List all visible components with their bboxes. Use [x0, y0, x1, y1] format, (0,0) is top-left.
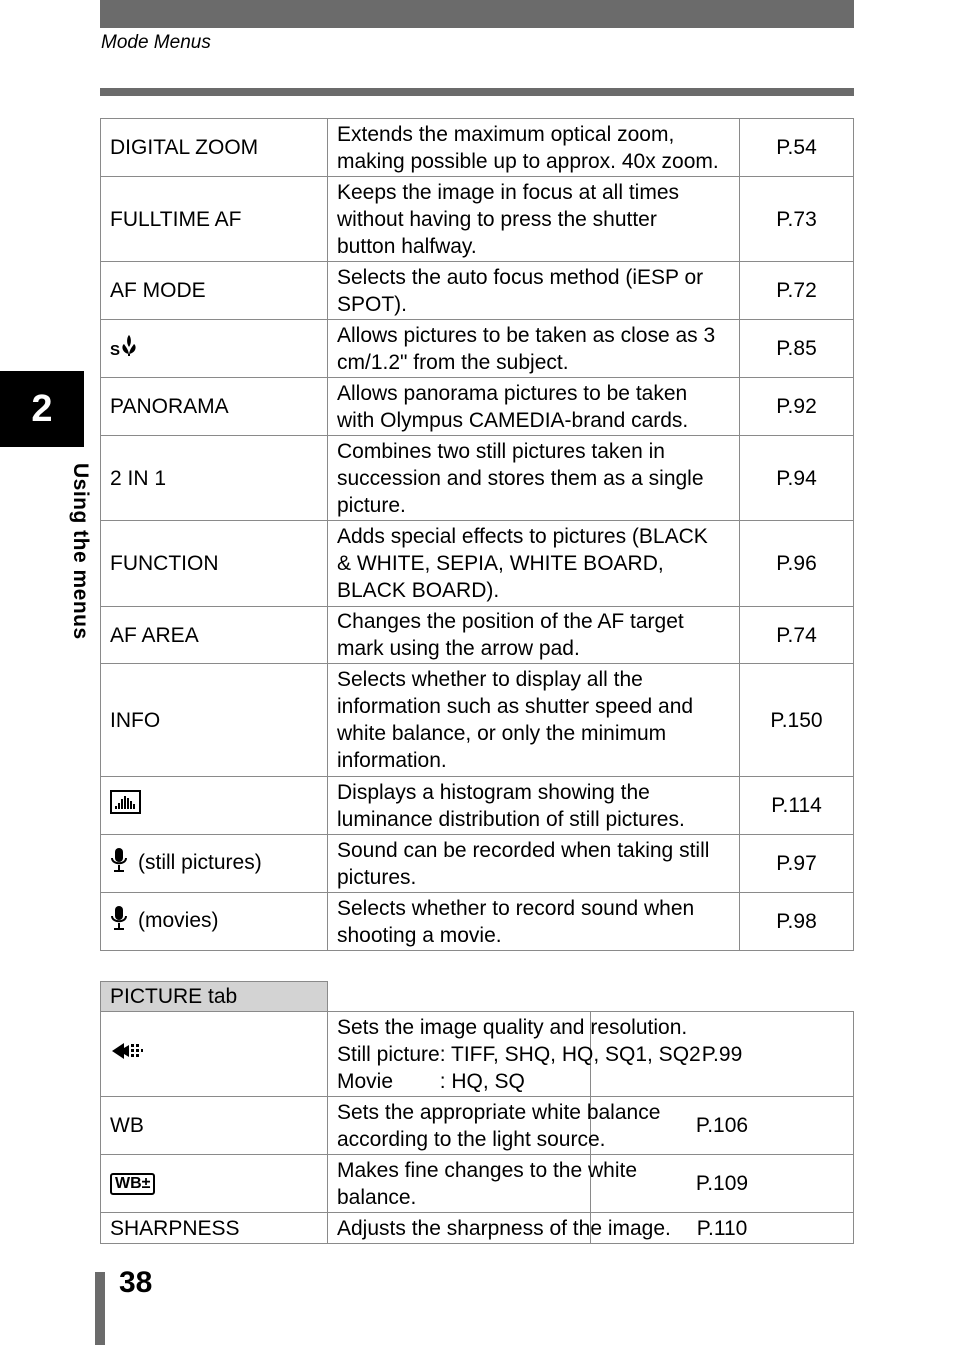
menu-item-description — [328, 893, 740, 951]
super-macro-icon — [110, 333, 140, 364]
menu-item-description — [328, 1097, 661, 1155]
menu-item-name — [101, 893, 328, 951]
menu-item-name — [101, 1012, 328, 1097]
description-line: Sets the image quality and resolution. — [337, 1015, 688, 1039]
description-line: information such as shutter speed and — [337, 695, 694, 718]
page-reference: P.74 — [740, 607, 854, 664]
description-line: button halfway. — [337, 234, 477, 258]
description-line: Selects whether to display all the — [337, 668, 643, 691]
menu-item-name — [101, 1097, 328, 1155]
menu-item-name — [101, 436, 328, 521]
page-reference: P.109 — [591, 1155, 854, 1213]
page-reference: P.106 — [591, 1097, 854, 1155]
menu-item-description — [328, 177, 740, 262]
description-line: shooting a movie. — [337, 923, 502, 947]
menu-item-label: (still pictures) — [138, 851, 262, 875]
description-line: with Olympus CAMEDIA-brand cards. — [337, 408, 689, 432]
menu-item-name — [101, 378, 328, 436]
description-line: Selects the auto focus method (iESP or — [337, 265, 704, 289]
wb-adjust-icon: WB± — [110, 1173, 155, 1195]
description-line: without having to press the shutter — [337, 207, 657, 231]
menu-item-description — [328, 436, 740, 521]
menu-row — [101, 1012, 854, 1097]
menu-row — [101, 177, 854, 262]
header-bar — [100, 0, 854, 28]
menu-item-description — [328, 1012, 701, 1097]
description-line: Displays a histogram showing the — [337, 780, 650, 804]
description-line: Sound can be recorded when taking still — [337, 838, 710, 862]
menu-item-description — [328, 521, 740, 607]
page-reference: P.110 — [591, 1213, 854, 1244]
image-quality-icon — [110, 1039, 144, 1070]
menu-row — [101, 893, 854, 951]
menu-item-label: 2 IN 1 — [110, 466, 167, 490]
description-line: mark using the arrow pad. — [337, 637, 580, 660]
menu-item-label: FULLTIME AF — [110, 207, 242, 231]
description-line: Keeps the image in focus at all times — [337, 180, 680, 204]
description-line: information. — [337, 749, 447, 772]
description-line: SPOT). — [337, 292, 408, 316]
section-title: Mode Menus — [101, 32, 211, 53]
menu-item-description — [328, 1213, 671, 1244]
menu-item-label: (movies) — [138, 909, 219, 933]
menu-row — [101, 1213, 854, 1244]
page-reference: P.72 — [740, 262, 854, 320]
menu-item-label: FUNCTION — [110, 552, 219, 575]
menu-item-label: AF MODE — [110, 279, 206, 302]
tab-header-row — [101, 982, 854, 1012]
menu-item-description — [328, 1155, 638, 1213]
description-line: Combines two still pictures taken in — [337, 439, 665, 463]
menu-item-description — [328, 119, 740, 177]
page-reference: P.97 — [740, 835, 854, 893]
description-line: making possible up to approx. 40x zoom. — [337, 149, 719, 173]
description-line: Still picture: TIFF, SHQ, HQ, SQ1, SQ2 — [337, 1042, 701, 1066]
menu-item-name — [101, 835, 328, 893]
page-reference: P.114 — [740, 777, 854, 835]
chapter-tab — [0, 371, 84, 447]
menu-item-name — [101, 777, 328, 835]
menu-item-name — [101, 320, 328, 378]
menu-row — [101, 262, 854, 320]
menu-item-name — [101, 1213, 328, 1244]
description-line: Adjusts the sharpness of the image. — [337, 1216, 671, 1240]
menu-row — [101, 607, 854, 664]
page-marker — [95, 1272, 105, 1345]
menu-item-name — [101, 521, 328, 607]
page-number: 38 — [119, 1266, 153, 1299]
description-line: Selects whether to record sound when — [337, 896, 695, 920]
page-reference: P.92 — [740, 378, 854, 436]
menu-item-name — [101, 119, 328, 177]
description-line: & WHITE, SEPIA, WHITE BOARD, — [337, 552, 664, 575]
menu-item-description — [328, 607, 740, 664]
page-reference: P.94 — [740, 436, 854, 521]
menu-row — [101, 320, 854, 378]
description-line: Adds special effects to pictures (BLACK — [337, 525, 708, 548]
menu-item-description — [328, 664, 740, 777]
menu-row — [101, 664, 854, 777]
menu-row — [101, 119, 854, 177]
description-line: Sets the appropriate white balance — [337, 1100, 661, 1124]
page-reference: P.73 — [740, 177, 854, 262]
microphone-icon — [110, 847, 128, 880]
menu-item-name — [101, 262, 328, 320]
description-line: picture. — [337, 493, 406, 517]
menu-item-label: SHARPNESS — [110, 1216, 240, 1240]
menu-row — [101, 1097, 854, 1155]
description-line: Allows panorama pictures to be taken — [337, 381, 688, 405]
menu-row — [101, 436, 854, 521]
menu-row — [101, 521, 854, 607]
description-line: cm/1.2" from the subject. — [337, 350, 569, 374]
description-line: succession and stores them as a single — [337, 466, 704, 490]
menu-item-description — [328, 835, 740, 893]
menu-item-name — [101, 1155, 328, 1213]
description-line: Movie : HQ, SQ — [337, 1069, 525, 1093]
menu-row — [101, 378, 854, 436]
menu-row — [101, 777, 854, 835]
description-line: Changes the position of the AF target — [337, 610, 684, 633]
page-reference: P.99 — [591, 1012, 854, 1097]
page-reference: P.150 — [740, 664, 854, 777]
page-reference: P.96 — [740, 521, 854, 607]
description-line: Makes fine changes to the white — [337, 1158, 638, 1182]
menu-item-description — [328, 378, 740, 436]
menu-item-name — [101, 664, 328, 777]
histogram-icon — [110, 790, 141, 821]
menu-item-name — [101, 177, 328, 262]
picture-tab-table — [100, 981, 854, 1244]
description-line: Extends the maximum optical zoom, — [337, 122, 675, 146]
menu-item-label: INFO — [110, 708, 161, 732]
menu-item-description — [328, 320, 740, 378]
menu-item-description — [328, 777, 740, 835]
description-line: according to the light source. — [337, 1127, 606, 1151]
menu-item-name — [101, 607, 328, 664]
description-line: Allows pictures to be taken as close as 3 — [337, 323, 716, 347]
microphone-icon — [110, 905, 128, 938]
page-reference: P.54 — [740, 119, 854, 177]
menu-item-label: WB — [110, 1114, 144, 1137]
menu-item-label: AF AREA — [110, 623, 199, 647]
chapter-number: 2 — [31, 387, 53, 430]
menu-row — [101, 1155, 854, 1213]
menu-item-label: PANORAMA — [110, 395, 229, 418]
description-line: white balance, or only the minimum — [337, 722, 667, 745]
menu-item-label: DIGITAL ZOOM — [110, 136, 259, 159]
page-reference: P.98 — [740, 893, 854, 951]
description-line: BLACK BOARD). — [337, 579, 500, 602]
description-line: pictures. — [337, 865, 417, 889]
header-rule — [100, 88, 854, 96]
chapter-side-label: Using the menus — [69, 463, 92, 640]
svg-text:S: S — [110, 342, 121, 357]
picture-tab-label: PICTURE tab — [101, 982, 328, 1012]
menu-item-description — [328, 262, 740, 320]
page-reference: P.85 — [740, 320, 854, 378]
menu-row — [101, 835, 854, 893]
description-line: balance. — [337, 1185, 417, 1209]
description-line: luminance distribution of still pictures. — [337, 807, 685, 831]
shooting-menu-table — [100, 118, 854, 951]
